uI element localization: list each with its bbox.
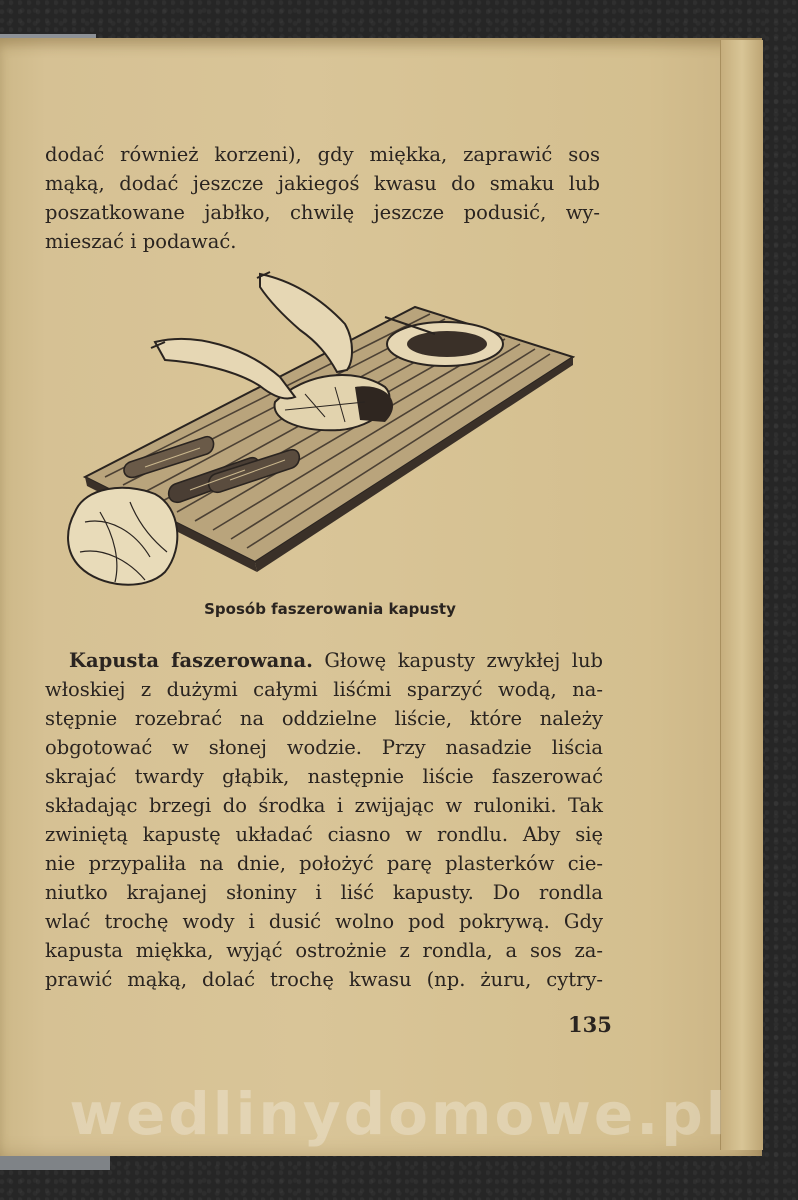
text-line: stępnie rozebrać na oddzielne liście, które należy [45,707,603,730]
text-line: dodać również korzeni), gdy miękka, zaprawić sos [45,143,600,166]
text-line-rest: Głowę kapusty zwykłej lub [312,649,603,672]
main-paragraph [45,646,603,994]
cabbage-head [68,488,177,585]
text-line: kapusta miękka, wyjąć ostrożnie z rondla, a sos za- [45,939,603,962]
text-line: niutko krajanej słoniny i liść kapusty. Do rondla [45,881,603,904]
illustration-caption: Sposób faszerowania kapusty [204,600,456,618]
text-line: składając brzegi do środka i zwijając w ruloniki. Tak [45,794,603,817]
text-line: zwiniętą kapustę układać ciasno w rondlu. Aby się [45,823,603,846]
watermark: wedlinydomowe.pl [69,1080,729,1148]
text-line: prawić mąką, dolać trochę kwasu (np. żuru, cytry- [45,968,603,991]
cabbage-stuffing-illustration [55,262,575,597]
page-edge [720,40,763,1150]
text-line: mąką, dodać jeszcze jakiegoś kwasu do smaku lub [45,172,600,195]
text-line: obgotować w słonej wodzie. Przy nasadzie liścia [45,736,603,759]
top-paragraph [45,140,600,256]
page-number: 135 [568,1012,612,1037]
text-line [45,646,603,675]
text-line: mieszać i podawać. [45,230,237,253]
text-line: skrajać twardy głąbik, następnie liście faszerować [45,765,603,788]
text-line: włoskiej z dużymi całymi liśćmi sparzyć wodą, na- [45,678,603,701]
text-line: nie przypaliła na dnie, położyć parę plasterków cie- [45,852,603,875]
recipe-heading: Kapusta faszerowana. [69,649,313,672]
text-line: wlać trochę wody i dusić wolno pod pokrywą. Gdy [45,910,603,933]
text-line: poszatkowane jabłko, chwilę jeszcze podusić, wy- [45,201,600,224]
